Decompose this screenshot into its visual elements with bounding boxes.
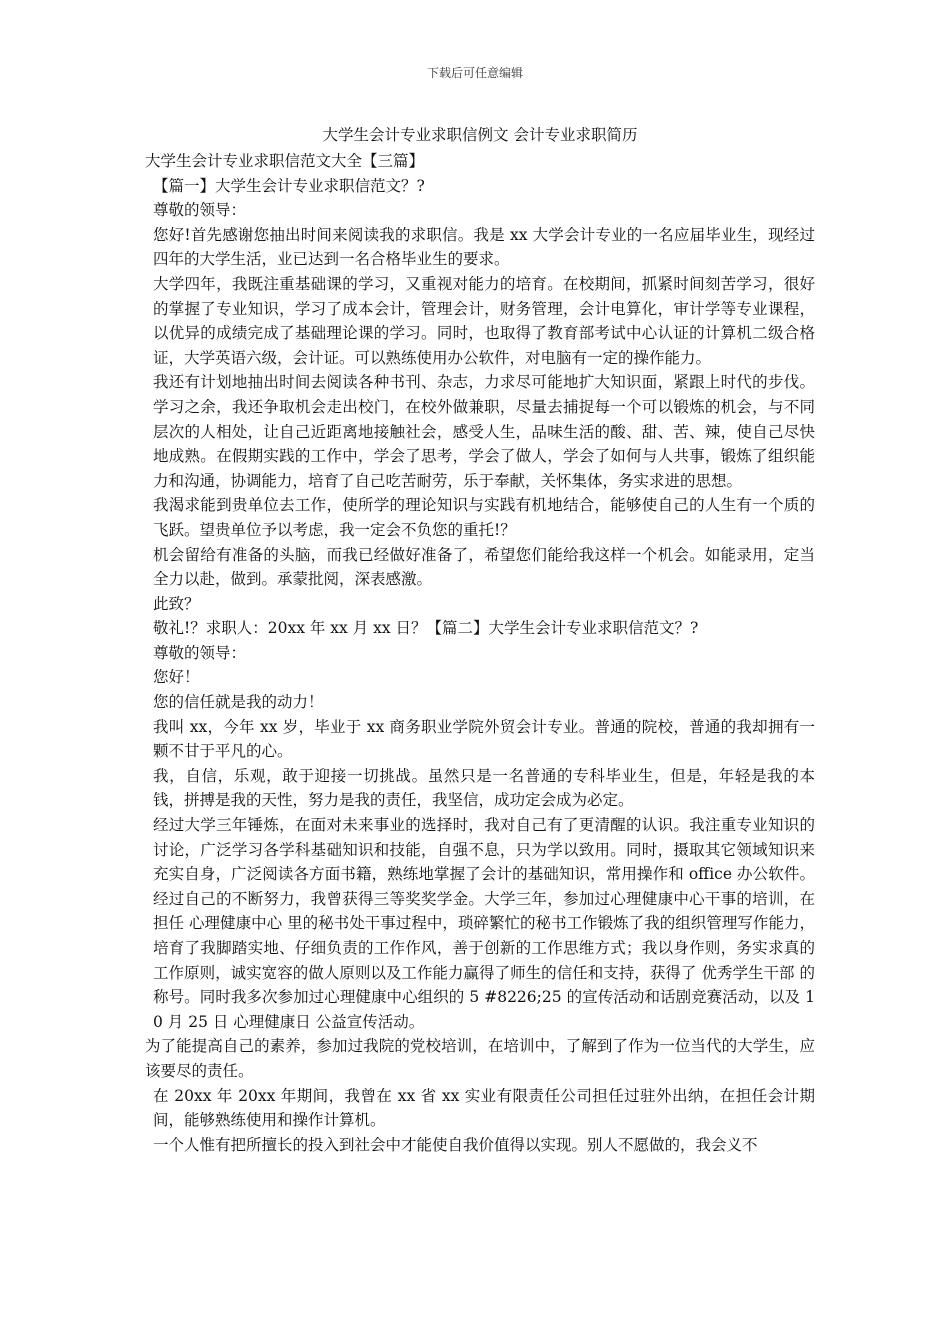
- paragraph-list: [145, 149, 815, 1157]
- paragraph: 此致？: [153, 594, 200, 613]
- paragraph: 我叫 xx，今年 xx 岁，毕业于 xx 商务职业学院外贸会计专业。普通的院校，普通的我却拥有一颗不甘于平凡的心。: [153, 717, 815, 761]
- paragraph: 大学四年，我既注重基础课的学习，又重视对能力的培育。在校期间，抓紧时间刻苦学习，很好的掌握了专业知识，学习了成本会计，管理会计，财务管理，会计电算化，审计学等专业课程，以优异的成绩完成了基础理论课的学习。同时，也取得了教育部考试中心认证的计算机二级合格证，大学英语六级，会计证。可以熟练使用办公软件，对电脑有一定的操作能力。: [153, 274, 815, 367]
- paragraph: 您好！: [153, 668, 200, 687]
- paragraph: 敬礼!？求职人：20xx 年 xx 月 xx 日？【篇二】大学生会计专业求职信范文？?: [153, 619, 699, 638]
- paragraph: 为了能提高自己的素养，参加过我院的党校培训，在培训中，了解到了作为一位当代的大学生，应该要尽的责任。: [145, 1037, 815, 1080]
- paragraph: 我，自信，乐观，敢于迎接一切挑战。虽然只是一名普通的专科毕业生，但是，年轻是我的本钱，拼搏是我的天性，努力是我的责任，我坚信，成功定会成为必定。: [153, 766, 815, 810]
- paragraph: 您好!首先感谢您抽出时间来阅读我的求职信。我是 xx 大学会计专业的一名应届毕业生，现经过四年的大学生活，业已达到一名合格毕业生的要求。: [153, 225, 815, 269]
- paragraph: 尊敬的领导：: [153, 201, 247, 220]
- paragraph: 机会留给有准备的头脑，而我已经做好准备了，希望您们能给我这样一个机会。如能录用，定当全力以赴，做到。承蒙批阅，深表感激。: [153, 545, 815, 589]
- paragraph: 我渴求能到贵单位去工作，使所学的理论知识与实践有机地结合，能够使自己的人生有一个质的飞跃。望贵单位予以考虑，我一定会不负您的重托!？: [153, 496, 815, 539]
- paragraph: 大学生会计专业求职信范文大全【三篇】: [145, 152, 425, 170]
- document-title: 大学生会计专业求职信例文 会计专业求职简历: [322, 126, 638, 144]
- paragraph: 尊敬的领导：: [153, 643, 247, 662]
- paragraph: 在 20xx 年 20xx 年期间，我曾在 xx 省 xx 实业有限责任公司担任过驻外出纳，在担任会计期间，能够熟练使用和操作计算机。: [153, 1086, 815, 1130]
- document-body: [145, 121, 815, 1157]
- paragraph: 【篇一】大学生会计专业求职信范文？?: [153, 176, 425, 195]
- paragraph: 一个人惟有把所擅长的投入到社会中才能使自我价值得以实现。别人不愿做的，我会义不: [153, 1135, 758, 1154]
- paragraph: 经过大学三年锤炼，在面对未来事业的选择时，我对自己有了更清醒的认识。我注重专业知识的讨论，广泛学习各学科基础知识和技能，自强不息，只为学以致用。同时，摄取其它领域知识来充实自身，广泛阅读各方面书籍，熟练地掌握了会计的基础知识，常用操作和 office 办公软件。经过自己的不断努力，我曾获得三等奖奖学金。大学三年，参加过心理健康中心干事的培训，在担任 心理健康中心 里的秘书处干事过程中，琐碎繁忙的秘书工作锻炼了我的组织管理写作能力，培育了我脚踏实地、仔细负责的工作作风，善于创新的工作思维方式；我以身作则，务实求真的工作原则，诚实宽容的做人原则以及工作能力赢得了师生的信任和支持，获得了 优秀学生干部 的称号。同时我多次参加过心理健康中心组织的 5 #8226;25 的宣传活动和话剧竞赛活动，以及 10 月 25 日 心理健康日 公益宣传活动。: [153, 816, 815, 1031]
- paragraph: 您的信任就是我的动力！: [153, 693, 324, 712]
- paragraph: 我还有计划地抽出时间去阅读各种书刊、杂志，力求尽可能地扩大知识面，紧跟上时代的步伐。学习之余，我还争取机会走出校门，在校外做兼职，尽量去捕捉每一个可以锻炼的机会，与不同层次的人相处，让自己近距离地接触社会，感受人生，品味生活的酸、甜、苦、辣，使自己尽快地成熟。在假期实践的工作中，学会了思考，学会了做人，学会了如何与人共事，锻炼了组织能力和沟通，协调能力，培育了自己吃苦耐劳，乐于奉献，关怀集体，务实求进的思想。: [153, 373, 815, 490]
- download-note: 下载后可任意编辑: [426, 66, 523, 80]
